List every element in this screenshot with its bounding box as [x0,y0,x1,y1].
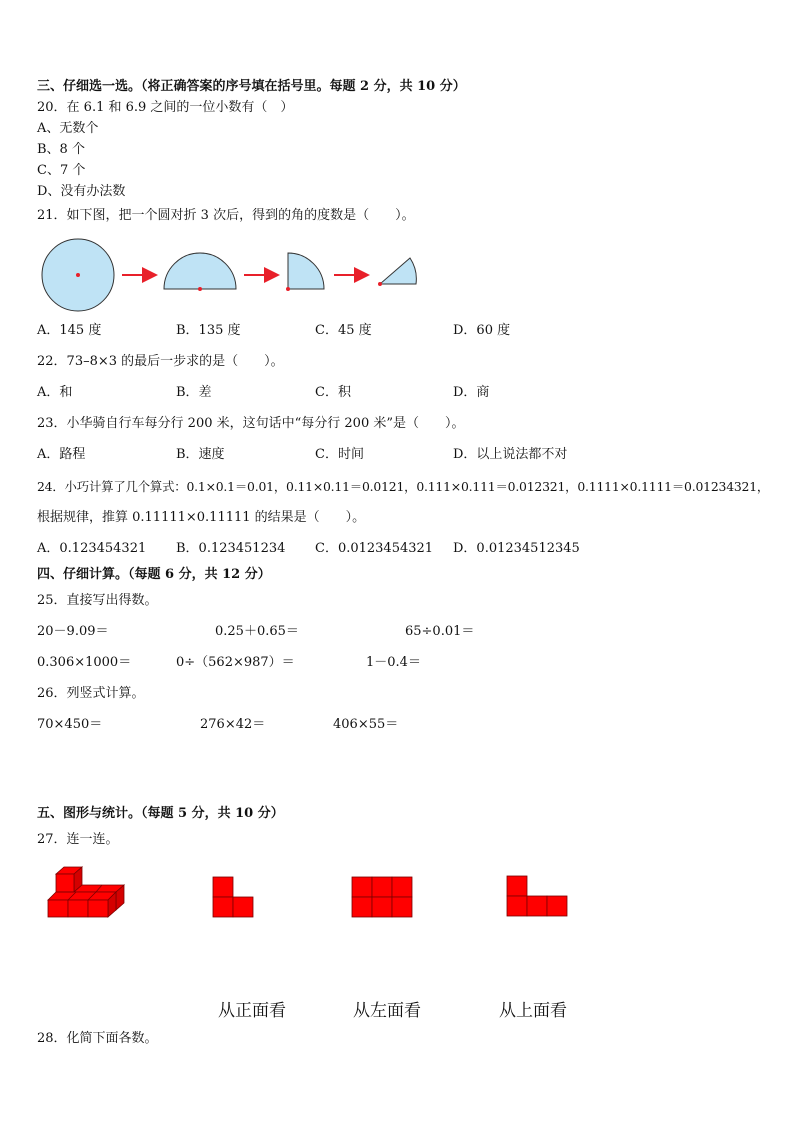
semicircle-center-dot [198,287,202,291]
section-4-heading: 四、仔细计算。（每题 6 分，共 12 分） [37,567,271,582]
view-label-left: 从左面看 [353,1001,421,1021]
q22-option-c: C．积 [315,385,351,400]
semicircle-shape [164,253,236,289]
q23-stem: 23．小华骑自行车每分行 200 米，这句话中“每分行 200 米”是（ ）。 [37,416,465,431]
q25-row1-item-2: 0.25＋0.65＝ [215,624,299,639]
q25-row1-item-1: 20－9.09＝ [37,624,109,639]
q23-option-d: D．以上说法都不对 [453,447,568,462]
q23-option-b: B．速度 [176,447,225,462]
q23-option-c: C．时间 [315,447,364,462]
q21-option-d: D．60 度 [453,323,511,338]
view-label-front: 从正面看 [218,1001,286,1021]
q25-row2-item-1: 0.306×1000＝ [37,655,132,670]
q22-option-d: D．商 [453,385,490,400]
eighth-center-dot [378,282,382,286]
quarter-center-dot [286,287,290,291]
section-5-heading: 五、图形与统计。（每题 5 分，共 10 分） [37,806,284,821]
q24-option-d: D．0.01234512345 [453,541,580,556]
q25-row2-item-3: 1－0.4＝ [366,655,421,670]
q28-stem: 28．化简下面各数。 [37,1031,158,1046]
q22-option-b: B．差 [176,385,212,400]
eighth-circle-shape [380,258,416,284]
q25-stem: 25．直接写出得数。 [37,593,158,608]
circle-center-dot [76,273,80,277]
view-label-top: 从上面看 [499,1001,567,1021]
q20-option-c: C、7 个 [37,163,86,178]
q21-option-b: B．135 度 [176,323,241,338]
q24-stem-line-1: 24．小巧计算了几个算式：0.1×0.1＝0.01，0.11×0.11＝0.0121，0.111×0.111＝0.012321，0.1111×0.1111＝0.01234321， [37,479,770,494]
view-figure-3x2-block [351,876,413,920]
quarter-circle-shape [288,253,324,289]
q24-option-c: C．0.0123454321 [315,541,434,556]
q20-option-b: B、8 个 [37,142,85,157]
cube-stack-3d-figure [40,860,130,930]
q21-option-c: C．45 度 [315,323,372,338]
q21-option-a: A．145 度 [37,323,102,338]
q24-stem-line-2: 根据规律，推算 0.11111×0.11111 的结果是（ ）。 [37,510,366,525]
circle-folding-figure [0,236,440,316]
q27-stem: 27．连一连。 [37,832,119,847]
q26-item-3: 406×55＝ [333,717,399,732]
q22-option-a: A．和 [37,385,73,400]
q24-option-a: A．0.123454321 [37,541,147,556]
q20-option-d: D、没有办法数 [37,184,126,199]
q26-item-1: 70×450＝ [37,717,103,732]
q24-option-b: B．0.123451234 [176,541,286,556]
q23-option-a: A．路程 [37,447,86,462]
q26-item-2: 276×42＝ [200,717,266,732]
view-figure-l-shape [212,876,256,920]
q20-stem: 20．在 6.1 和 6.9 之间的一位小数有（ ） [37,100,294,115]
q26-stem: 26．列竖式计算。 [37,686,145,701]
q20-option-a: A、无数个 [37,121,99,136]
section-3-heading: 三、仔细选一选。（将正确答案的序号填在括号里。每题 2 分，共 10 分） [37,79,466,94]
q25-row2-item-2: 0÷（562×987）＝ [176,655,295,670]
q25-row1-item-3: 65÷0.01＝ [405,624,475,639]
view-figure-long-l-shape [506,875,570,919]
q22-stem: 22．73–8×3 的最后一步求的是（ ）。 [37,354,284,369]
q21-stem: 21．如下图，把一个圆对折 3 次后，得到的角的度数是（ ）。 [37,208,415,223]
